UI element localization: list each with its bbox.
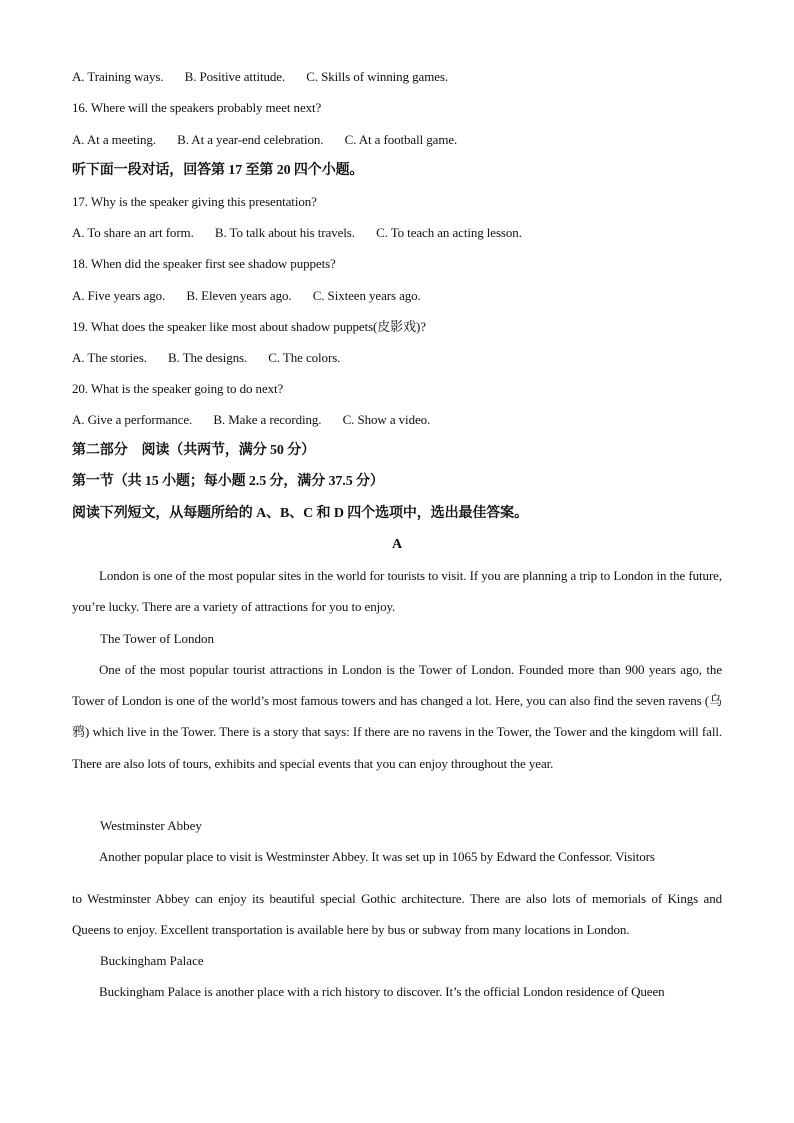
passage-intro	[72, 560, 722, 622]
option-b: B. Eleven years ago.	[186, 288, 292, 303]
option-c: C. The colors.	[268, 350, 341, 365]
option-c: C. At a football game.	[344, 132, 458, 147]
heading-tower-of-london: The Tower of London	[100, 631, 215, 646]
q15-options	[72, 69, 466, 85]
option-b: B. Make a recording.	[213, 412, 322, 427]
option-c: C. Show a video.	[342, 412, 431, 427]
paragraph-tower	[72, 654, 722, 779]
q19-options	[72, 350, 358, 366]
option-a: A. To share an art form.	[72, 225, 194, 240]
option-a: A. At a meeting.	[72, 132, 156, 147]
question-16: 16. Where will the speakers probably meet next?	[72, 100, 322, 115]
option-c: C. Skills of winning games.	[306, 69, 448, 84]
heading-westminster-abbey: Westminster Abbey	[100, 818, 202, 833]
option-b: B. The designs.	[167, 350, 248, 365]
q17-options	[72, 225, 540, 241]
option-a: A. Give a performance.	[72, 412, 193, 427]
paragraph-buckingham	[72, 976, 722, 1007]
option-a: A. Training ways.	[72, 69, 164, 84]
heading-buckingham-palace: Buckingham Palace	[100, 953, 204, 968]
paragraph-westminster-first-line	[72, 841, 722, 872]
paragraph-westminster-first-text: Another popular place to visit is Westminster Abbey. It was set up in 1065 by Edward the Confessor. Visitors	[99, 849, 655, 864]
section-1-title: 第一节（共 15 小题；每小题 2.5 分，满分 37.5 分）	[72, 474, 384, 489]
option-c: C. Sixteen years ago.	[312, 288, 421, 303]
option-b: B. To talk about his travels.	[214, 225, 355, 240]
q20-options	[72, 412, 448, 428]
question-19: 19. What does the speaker like most about shadow puppets(皮影戏)?	[72, 319, 426, 334]
option-a: A. The stories.	[72, 350, 147, 365]
question-20: 20. What is the speaker going to do next?	[72, 381, 284, 396]
option-b: B. Positive attitude.	[184, 69, 286, 84]
passage-intro-text: London is one of the most popular sites in the world for tourists to visit. If you are planning a trip to London in the future, you’re lucky. There are a variety of attractions for you to enjoy.	[72, 568, 722, 615]
question-17: 17. Why is the speaker giving this presentation?	[72, 194, 317, 209]
paragraph-buckingham-text: Buckingham Palace is another place with a rich history to discover. It’s the official London residence of Queen	[99, 984, 665, 999]
paragraph-tower-text: One of the most popular tourist attractions in London is the Tower of London. Founded more than 900 years ago, the Tower of London is one of the world’s most famous towers and has changed a lot. Here, you can also find the seven ravens (乌鸦) which live in the Tower. There is a story that says: If there are no ravens in the Tower, the Tower and the kingdom will fall. There are also lots of tours, exhibits and special events that you can enjoy throughout the year.	[72, 662, 722, 771]
option-a: A. Five years ago.	[72, 288, 166, 303]
reading-instruction: 阅读下列短文，从每题所给的 A、B、C 和 D 四个选项中，选出最佳答案。	[72, 506, 528, 521]
passage-label: A	[391, 537, 402, 552]
paragraph-westminster-rest: to Westminster Abbey can enjoy its beautiful special Gothic architecture. There are also lots of memorials of Kings and Queens to enjoy. Excellent transportation is available here by bus or subway from many locations in London.	[72, 891, 722, 938]
q16-options	[72, 132, 475, 148]
instruction-17-20: 听下面一段对话，回答第 17 至第 20 四个小题。	[72, 163, 364, 178]
option-c: C. To teach an acting lesson.	[376, 225, 522, 240]
q18-options	[72, 288, 439, 304]
part-2-title: 第二部分 阅读（共两节，满分 50 分）	[72, 443, 315, 458]
option-b: B. At a year-end celebration.	[177, 132, 324, 147]
question-18: 18. When did the speaker first see shadow puppets?	[72, 256, 336, 271]
